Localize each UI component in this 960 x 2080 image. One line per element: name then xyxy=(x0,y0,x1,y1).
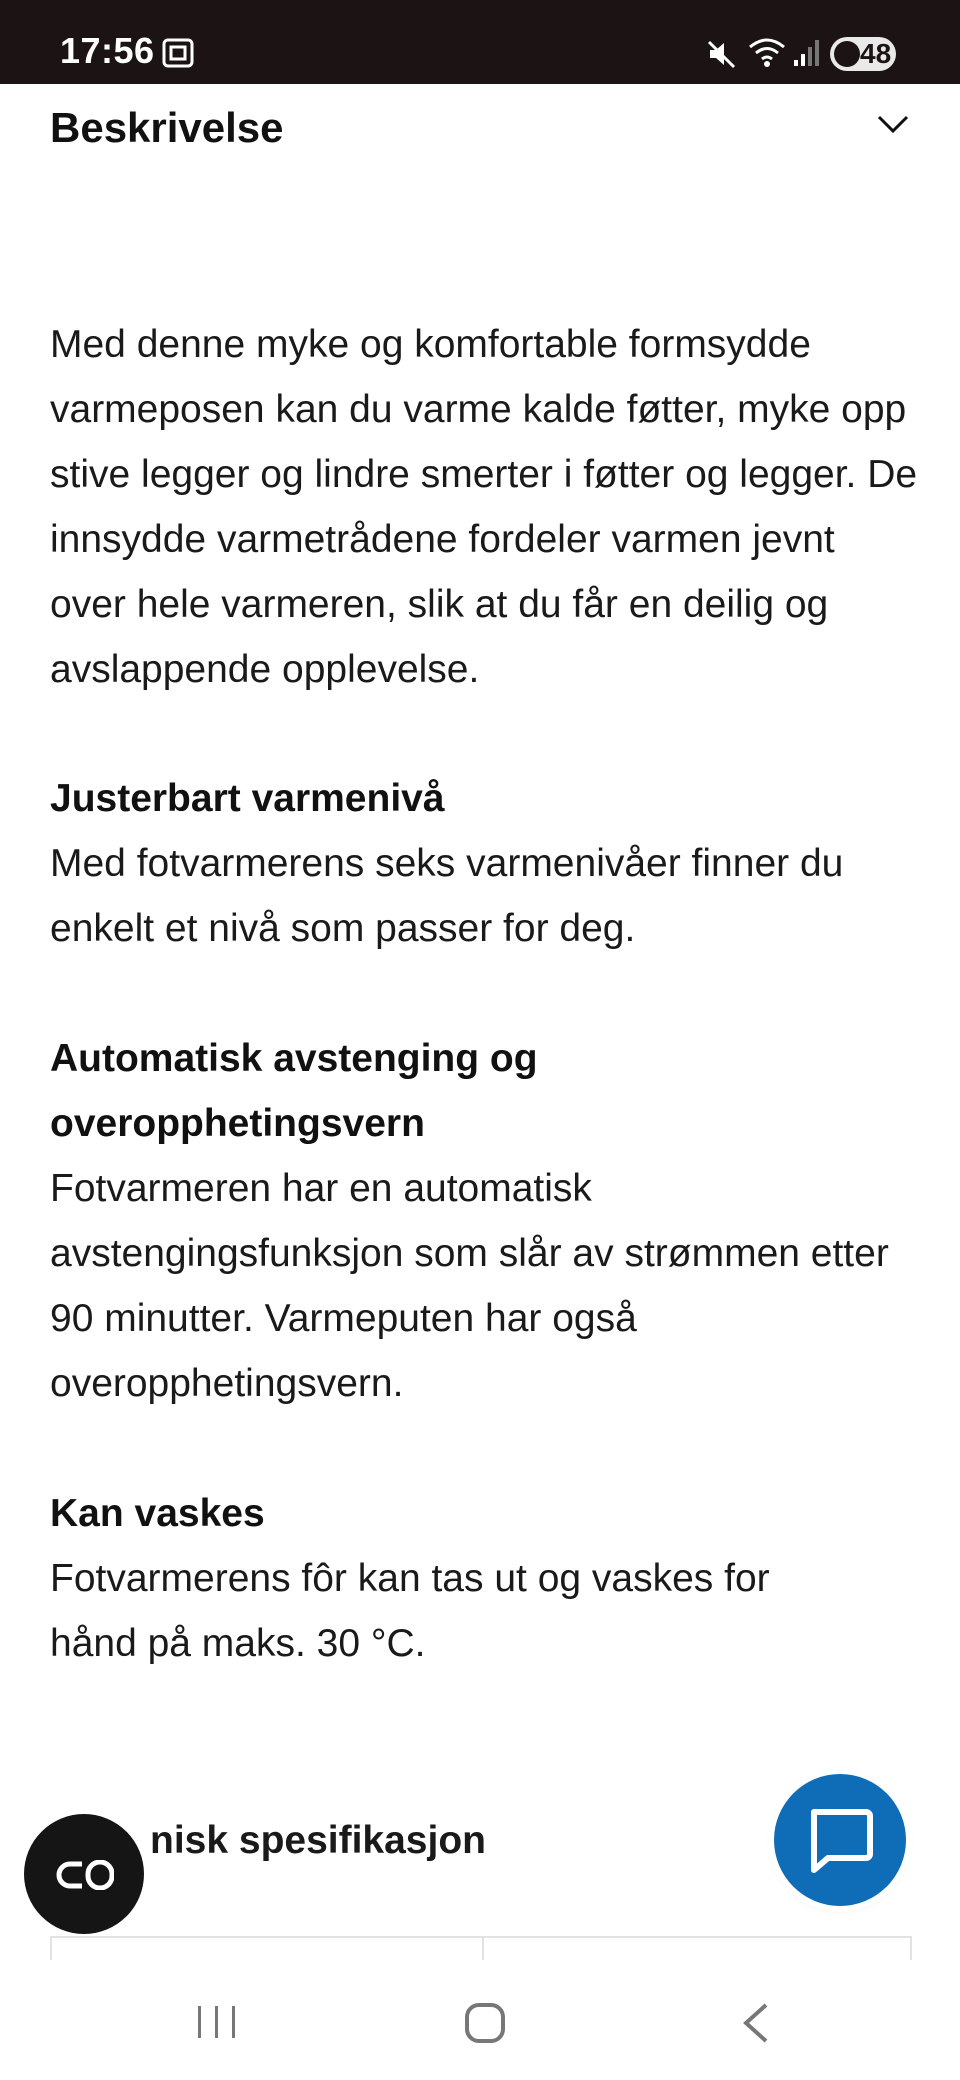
feature-heading: Automatisk avstenging og overopphetingsvern xyxy=(50,1037,538,1145)
mute-icon xyxy=(706,38,738,75)
chat-button[interactable] xyxy=(774,1774,906,1906)
specification-heading[interactable]: nisk spesifikasjon xyxy=(150,1819,486,1862)
system-nav-bar xyxy=(0,1960,960,2080)
battery-level: 48 xyxy=(860,38,892,69)
home-icon[interactable] xyxy=(464,2002,506,2049)
feature-text: Fotvarmeren har en automatisk avstengingsfunksjon som slår av strømmen etter 90 minutter. Varmeputen har også overopphetingsvern. xyxy=(50,1167,889,1405)
battery-indicator xyxy=(830,37,896,71)
chevron-down-icon[interactable] xyxy=(876,114,910,139)
back-icon[interactable] xyxy=(740,2002,770,2049)
description-intro: Med denne myke og komfortable formsydde varmeposen kan du varme kalde føtter, myke opp stive legger og lindre smerter i føtter og legger. De innsydde varmetrådene fordeler varmen jevnt over hele varmeren, slik at du får en deilig og avslappende opplevelse. xyxy=(50,323,918,691)
description-accordion-header[interactable] xyxy=(50,96,910,166)
feature-text: Fotvarmerens fôr kan tas ut og vaskes for hånd på maks. 30 °C. xyxy=(50,1557,770,1665)
feature-heading: Justerbart varmenivå xyxy=(50,777,445,820)
chat-bubble-icon xyxy=(804,1804,876,1881)
wifi-icon xyxy=(748,36,786,73)
status-time: 17:56 xyxy=(60,30,155,71)
screenshot-icon xyxy=(162,38,194,73)
battery-saver-icon xyxy=(834,41,860,67)
section-title: Beskrivelse xyxy=(50,104,284,151)
feature-heading: Kan vaskes xyxy=(50,1492,265,1535)
compare-button[interactable] xyxy=(24,1814,144,1934)
compare-icon xyxy=(56,1860,114,1895)
feature-text: Med fotvarmerens seks varmenivåer finner du enkelt et nivå som passer for deg. xyxy=(50,842,844,950)
status-bar xyxy=(0,0,960,84)
signal-icon xyxy=(792,38,822,73)
recent-apps-icon[interactable] xyxy=(196,2004,238,2045)
